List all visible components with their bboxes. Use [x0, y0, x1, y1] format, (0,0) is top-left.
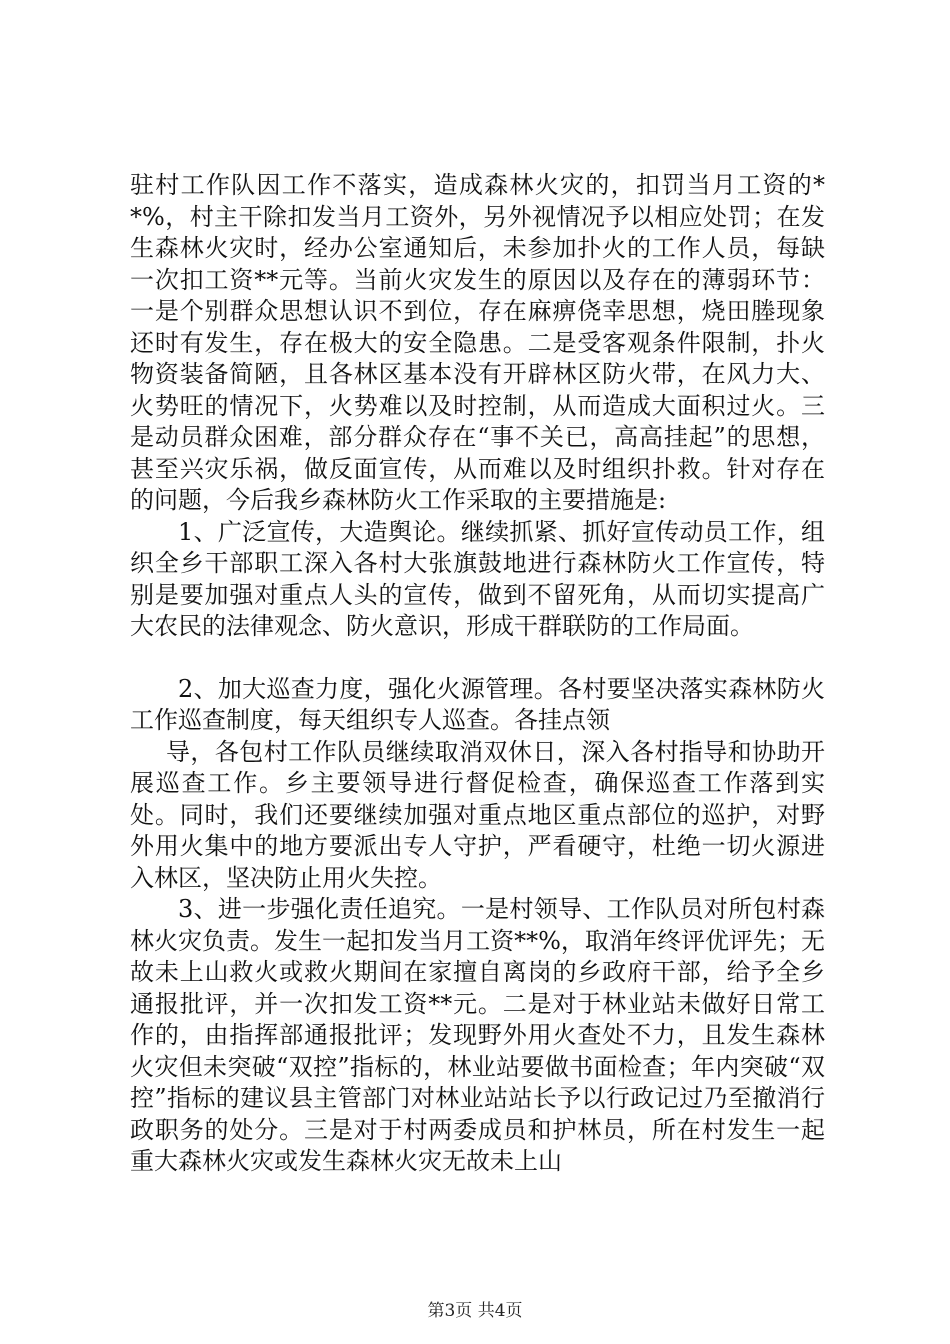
page-number-footer: 第3页 共4页 [427, 1301, 523, 1321]
paragraph-measure-2: 2、加大巡查力度，强化火源管理。各村要坚决落实森林防火工作巡查制度，每天组织专人巡查。各挂点领 [130, 674, 825, 734]
paragraph-measure-2-continued: 导，各包村工作队员继续取消双休日，深入各村指导和协助开展巡查工作。乡主要领导进行督促检查，确保巡查工作落到实处。同时，我们还要继续加强对重点地区重点部位的巡护，对野外用火集中的地方要派出专人守护，严看硬守，杜绝一切火源进入林区，坚决防止用火失控。 [130, 737, 825, 892]
document-body [130, 170, 825, 1178]
paragraph-intro: 驻村工作队因工作不落实，造成森林火灾的，扣罚当月工资的**%，村主干除扣发当月工资外，另外视情况予以相应处罚；在发生森林火灾时，经办公室通知后，未参加扑火的工作人员，每缺一次扣工资**元等。当前火灾发生的原因以及存在的薄弱环节：一是个别群众思想认识不到位，存在麻痹侥幸思想，烧田塍现象还时有发生，存在极大的安全隐患。二是受客观条件限制，扑火物资装备简陋，且各林区基本没有开辟林区防火带，在风力大、火势旺的情况下，火势难以及时控制，从而造成大面积过火。三是动员群众困难，部分群众存在“事不关已，高高挂起”的思想，甚至兴灾乐祸，做反面宣传，从而难以及时组织扑救。针对存在的问题，今后我乡森林防火工作采取的主要措施是: [130, 171, 825, 514]
paragraph-measure-1: 1、广泛宣传，大造舆论。继续抓紧、抓好宣传动员工作，组织全乡干部职工深入各村大张旗鼓地进行森林防火工作宣传，特别是要加强对重点人头的宣传，做到不留死角，从而切实提高广大农民的法律观念、防火意识，形成干群联防的工作局面。 [130, 517, 825, 640]
paragraph-measure-3: 3、进一步强化责任追究。一是村领导、工作队员对所包村森林火灾负责。发生一起扣发当月工资**%，取消年终评优评先；无故未上山救火或救火期间在家擅自离岗的乡政府干部，给予全乡通报批评，并一次扣发工资**元。二是对于林业站未做好日常工作的，由指挥部通报批评；发现野外用火查处不力，且发生森林火灾但未突破“双控”指标的，林业站要做书面检查；年内突破“双控”指标的建议县主管部门对林业站站长予以行政记过乃至撤消行政职务的处分。三是对于村两委成员和护林员，所在村发生一起重大森林火灾或发生森林火灾无故未上山 [130, 895, 825, 1175]
